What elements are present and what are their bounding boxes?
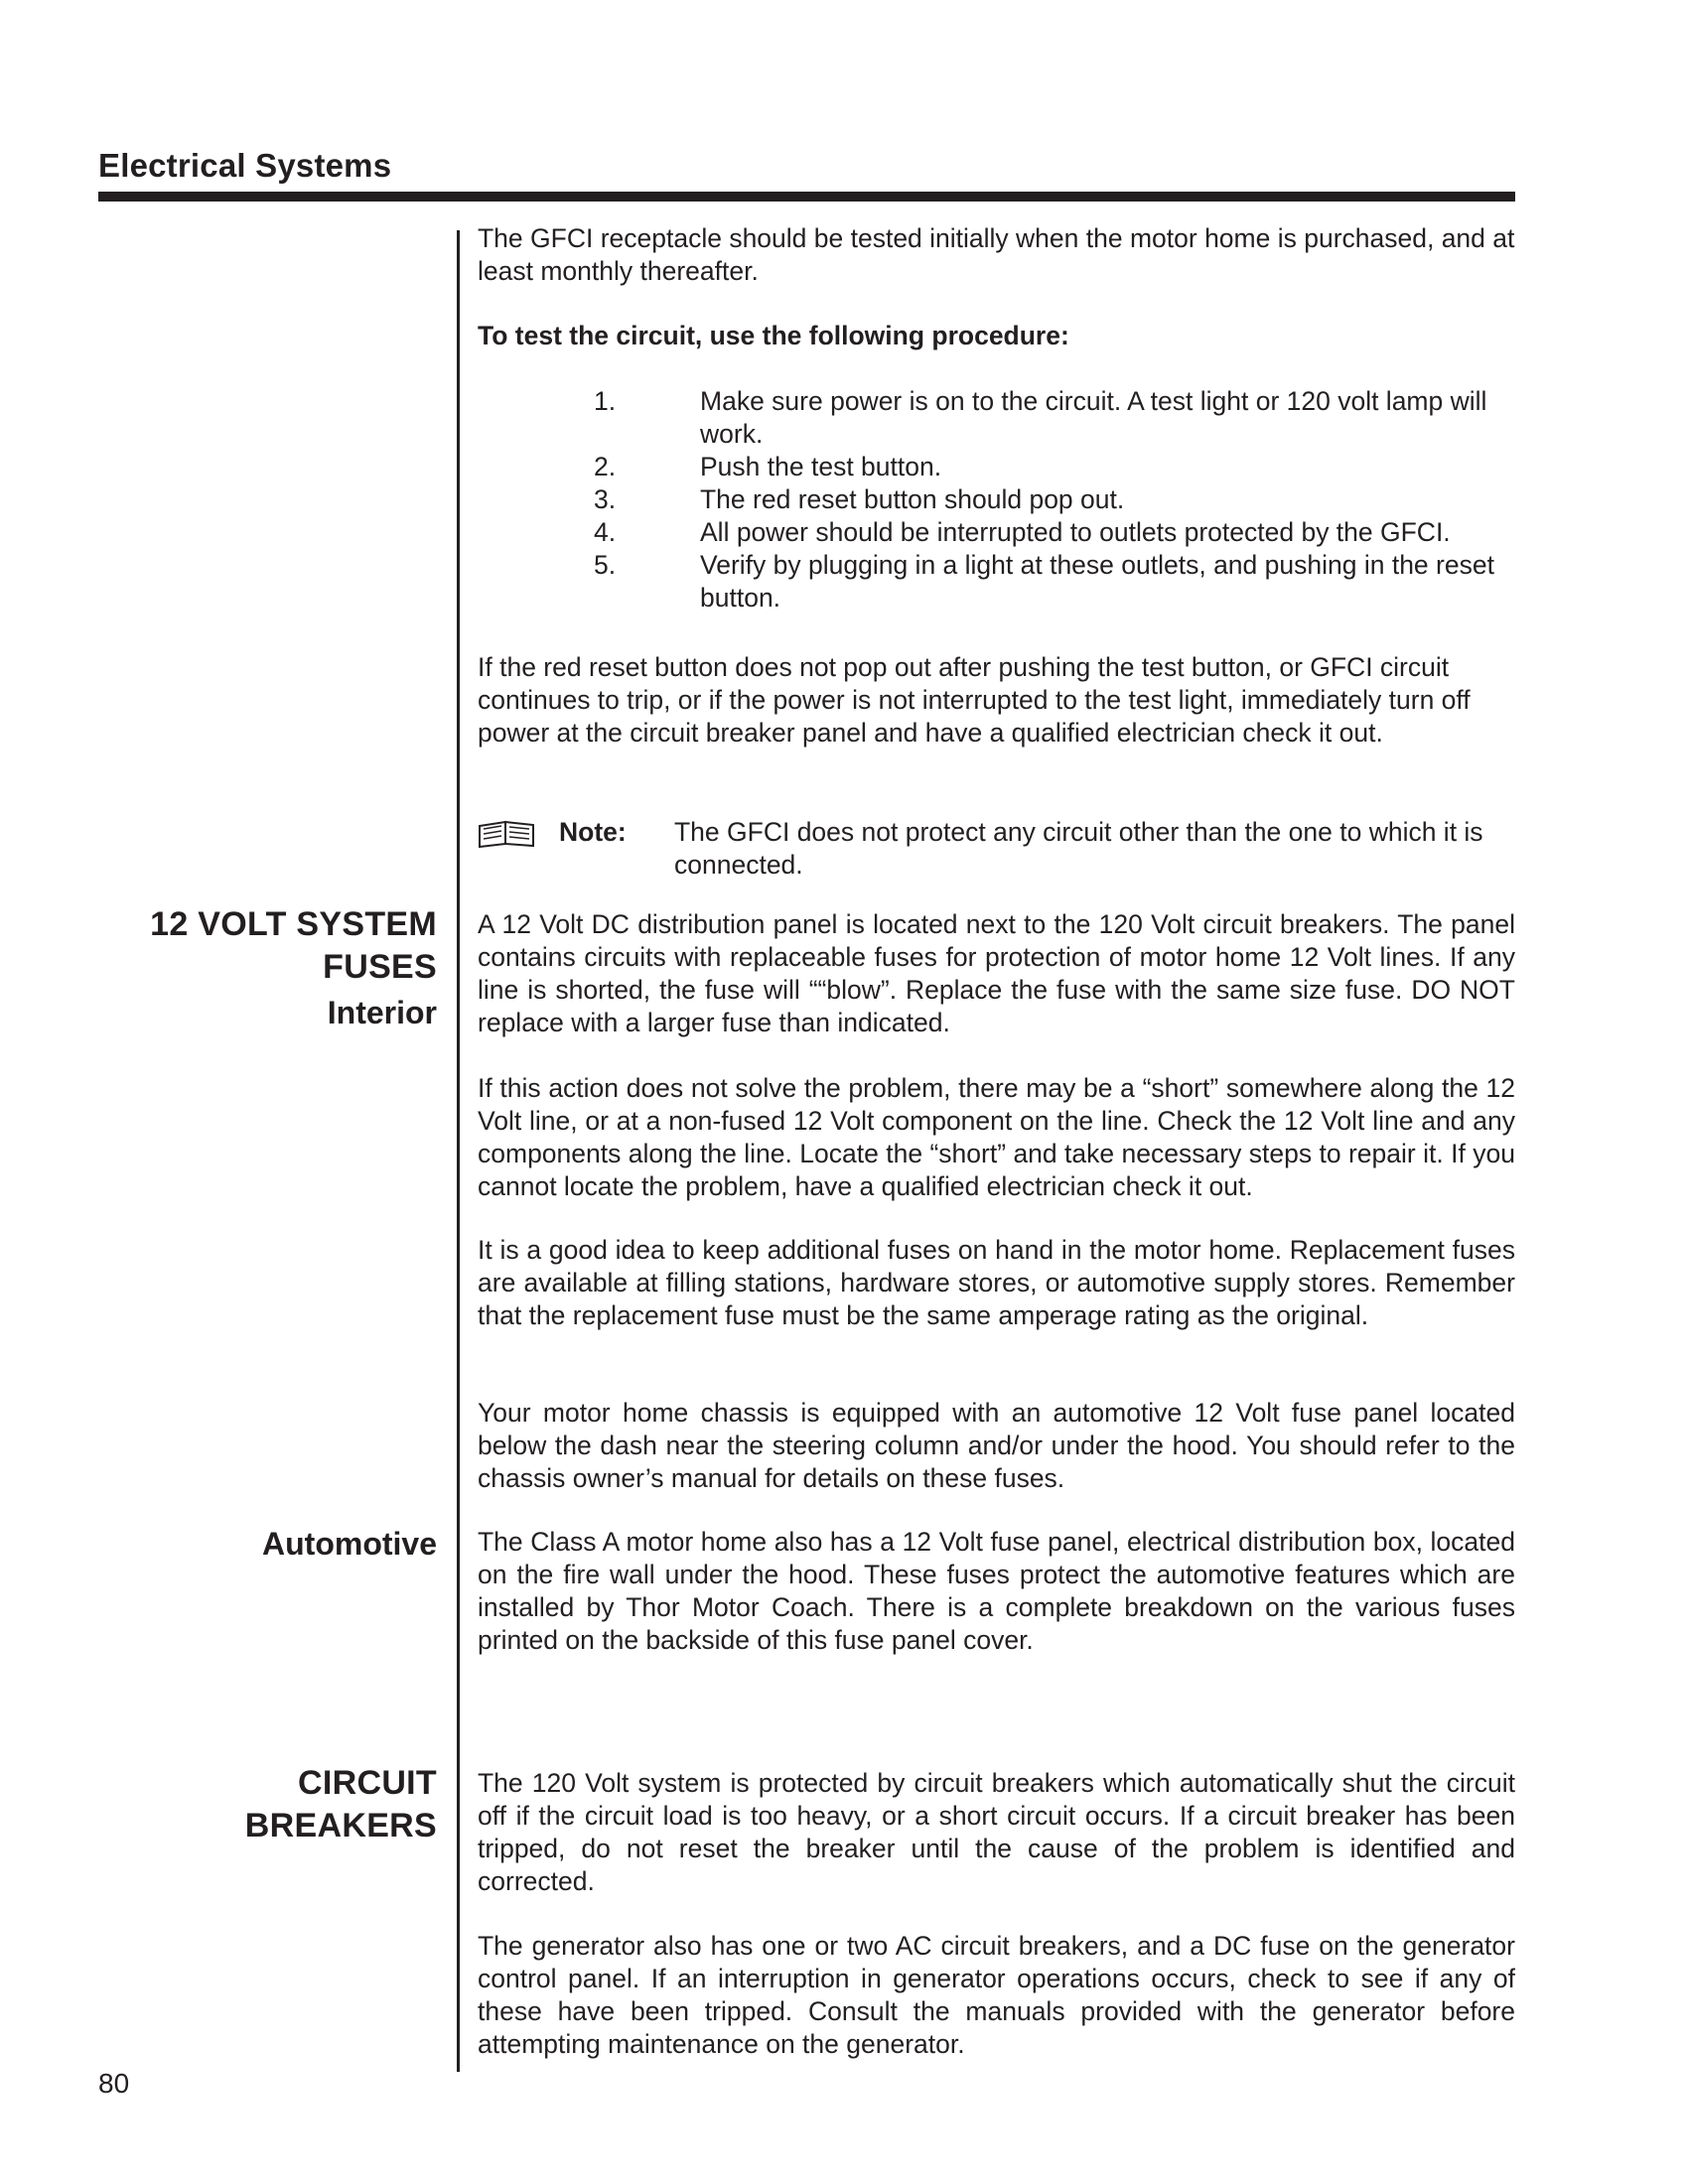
step-text: Make sure power is on to the circuit. A test light or 120 volt lamp will work.: [700, 386, 1487, 449]
fuses-heading: [150, 903, 437, 989]
gfci-intro-paragraph: The GFCI receptacle should be tested initially when the motor home is purchased, and at least monthly thereafter.: [478, 223, 1515, 286]
step-number: 4.: [594, 517, 617, 547]
note-label: Note:: [559, 817, 627, 847]
page-number: 80: [98, 2068, 130, 2099]
breakers-paragraph-2: The generator also has one or two AC circuit breakers, and a DC fuse on the generator control panel. If an interruption in generator operations occurs, check to see if any of these have been tripped. Consult the manuals provided with the generator before attempting maintenance on the generator.: [478, 1931, 1515, 2059]
breakers-heading: [245, 1762, 437, 1847]
gfci-warning-paragraph: If the red reset button does not pop out after pushing the test button, or GFCI circuit continues to trip, or if the power is not interrupted to the test light, immediately turn off power at the circuit breaker panel and have a qualified electrician check it out.: [478, 652, 1471, 748]
header-rule: [98, 192, 1515, 202]
step-text: Verify by plugging in a light at these outlets, and pushing in the reset button.: [700, 550, 1494, 613]
step-number: 5.: [594, 550, 617, 580]
step-number: 2.: [594, 452, 617, 481]
step-number: 3.: [594, 484, 617, 514]
automotive-paragraph: The Class A motor home also has a 12 Volt fuse panel, electrical distribution box, located on the fire wall under the hood. These fuses protect the automotive features which are installed by Thor Motor Coach. There is a complete breakdown on the various fuses printed on the backside of this fuse panel cover.: [478, 1527, 1515, 1655]
fuses-paragraph-4: Your motor home chassis is equipped with an automotive 12 Volt fuse panel located below the dash near the steering column and/or under the hood. You should refer to the chassis owner’s manual for details on these fuses.: [478, 1398, 1515, 1493]
step-text: Push the test button.: [700, 452, 942, 481]
breakers-heading-line1: CIRCUIT: [298, 1764, 437, 1802]
procedure-list: [478, 385, 1515, 623]
interior-subheading: Interior: [327, 995, 437, 1030]
fuses-paragraph-1: A 12 Volt DC distribution panel is located next to the 120 Volt circuit breakers. The panel contains circuits with replaceable fuses for protection of motor home 12 Volt lines. If any line is shorted, the fuse will ““blow”. Replace the fuse with the same size fuse. DO NOT replace with a larger fuse than indicated.: [478, 909, 1515, 1037]
breakers-paragraph-1: The 120 Volt system is protected by circuit breakers which automatically shut the circuit off if the circuit load is too heavy, or a short circuit occurs. If a circuit breaker has been tripped, do not reset the breaker until the cause of the problem is identified and corrected.: [478, 1768, 1515, 1896]
fuses-paragraph-3: It is a good idea to keep additional fuses on hand in the motor home. Replacement fuses are available at filling stations, hardware stores, or automotive supply stores. Remember that the replacement fuse must be the same amperage rating as the original.: [478, 1235, 1515, 1330]
procedure-heading: To test the circuit, use the following procedure:: [478, 321, 1069, 350]
fuses-heading-line1: 12 VOLT SYSTEM: [150, 905, 437, 943]
automotive-subheading: Automotive: [262, 1526, 437, 1562]
note-text: The GFCI does not protect any circuit other than the one to which it is connected.: [674, 817, 1483, 880]
section-title: Electrical Systems: [98, 147, 392, 184]
breakers-heading-line2: BREAKERS: [244, 1807, 437, 1844]
fuses-heading-line2: FUSES: [323, 948, 437, 986]
column-divider: [457, 230, 460, 2072]
open-book-icon: [478, 818, 535, 848]
step-text: All power should be interrupted to outlets protected by the GFCI.: [700, 517, 1451, 547]
fuses-paragraph-2: If this action does not solve the problem, there may be a “short” somewhere along the 12 Volt line, or at a non-fused 12 Volt component on the line. Check the 12 Volt line and any components along the line. Locate the “short” and take necessary steps to repair it. If you cannot locate the problem, have a qualified electrician check it out.: [478, 1073, 1515, 1201]
step-number: 1.: [594, 386, 617, 416]
step-text: The red reset button should pop out.: [700, 484, 1125, 514]
